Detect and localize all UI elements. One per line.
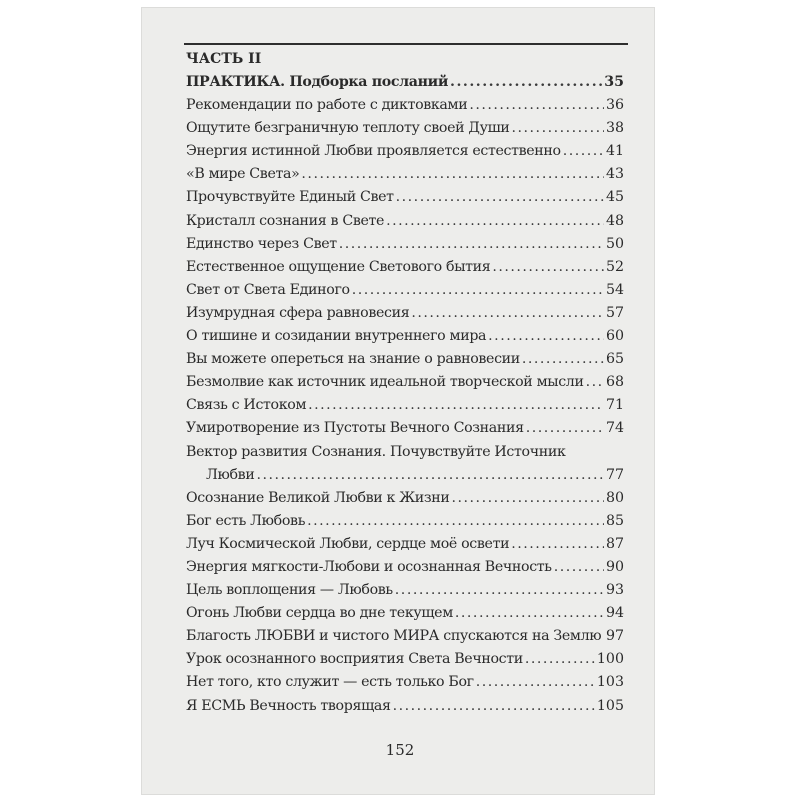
toc-entry-page: 52 — [605, 258, 624, 275]
toc-entry-title: Безмолвие как источник идеальной творческой мысли — [186, 374, 584, 391]
toc-entry — [186, 648, 624, 671]
toc-entry-title: Рекомендации по работе с диктовками — [186, 97, 468, 114]
leader-dots — [411, 302, 604, 325]
toc-entry-title: Единство через Свет — [186, 235, 337, 252]
toc-entry-page: 77 — [605, 466, 624, 483]
toc-entry — [186, 186, 624, 209]
toc-entry-page: 68 — [605, 374, 624, 391]
toc-entry — [186, 71, 624, 94]
toc-entry-title: Вы можете опереться на знание о равновесии — [186, 351, 520, 368]
toc-entry-title: Энергия истинной Любви проявляется естественно — [186, 143, 561, 160]
toc-entry-title: Нет того, кто служит — есть только Бог — [186, 674, 474, 691]
toc-entry-title: Прочувствуйте Единый Свет — [186, 189, 394, 206]
toc-entry-title: Цель воплощения — Любовь — [186, 582, 393, 599]
leader-dots — [603, 625, 604, 648]
toc-entry — [186, 417, 624, 440]
toc-entry — [186, 487, 624, 510]
toc-entry — [186, 302, 624, 325]
toc-entry-page: 48 — [605, 212, 624, 229]
leader-dots — [476, 671, 595, 694]
toc-entry-page: 85 — [605, 512, 624, 529]
toc-entry — [186, 695, 624, 718]
leader-dots — [307, 510, 604, 533]
leader-dots — [395, 579, 604, 602]
toc-entry-page: 38 — [605, 120, 624, 137]
toc-entry — [186, 510, 624, 533]
toc-entry-page: 50 — [605, 235, 624, 252]
toc-entry-title: Я ЕСМЬ Вечность творящая — [186, 697, 391, 714]
leader-dots — [488, 325, 604, 348]
toc-entry-page: 57 — [605, 304, 624, 321]
toc-entry-page: 71 — [605, 397, 624, 414]
toc-entries — [186, 71, 624, 441]
toc-entry-page: 103 — [596, 674, 624, 691]
toc-entry-page: 54 — [605, 281, 624, 298]
toc-entry-page: 60 — [605, 328, 624, 345]
leader-dots — [522, 348, 604, 371]
toc-entry-title: Умиротворение из Пустоты Вечного Сознания — [186, 420, 524, 437]
toc-entry-title: О тишине и созидании внутреннего мира — [186, 328, 487, 345]
toc-entry — [186, 348, 624, 371]
toc-entry-page: 87 — [605, 535, 624, 552]
toc-entry-page: 43 — [605, 166, 624, 183]
toc-entry-page: 93 — [605, 582, 624, 599]
toc-entry — [186, 625, 624, 648]
leader-dots — [525, 648, 595, 671]
part-heading: ЧАСТЬ II — [186, 51, 262, 67]
toc-entry-title: Энергия мягкости-Любови и осознанная Вечность — [186, 558, 552, 575]
leader-dots — [586, 371, 604, 394]
toc-entry — [186, 210, 624, 233]
toc-entries-continued — [186, 487, 624, 718]
leader-dots — [308, 394, 604, 417]
leader-dots — [450, 71, 602, 94]
toc-entry-title: Луч Космической Любви, сердце моё освети — [186, 535, 510, 552]
toc-entry-page: 80 — [605, 489, 624, 506]
toc-entry-title: Ощутите безграничную теплоту своей Души — [186, 120, 510, 137]
table-of-contents — [186, 48, 624, 718]
toc-entry-title: «В мире Света» — [186, 166, 300, 183]
toc-entry — [186, 279, 624, 302]
leader-dots — [563, 140, 604, 163]
toc-entry-page: 65 — [605, 351, 624, 368]
toc-entry-page: 100 — [596, 651, 624, 668]
toc-entry-page: 35 — [604, 74, 624, 90]
leader-dots — [352, 279, 604, 302]
leader-dots — [469, 94, 604, 117]
leader-dots — [256, 464, 604, 487]
leader-dots — [396, 186, 604, 209]
toc-entry-title-line1: Вектор развития Сознания. Почувствуйте Источник — [186, 443, 566, 460]
page-number: 152 — [385, 741, 415, 759]
header-rule — [184, 43, 628, 45]
toc-entry — [186, 671, 624, 694]
toc-entry-wrapped — [186, 441, 624, 487]
toc-entry-page: 97 — [605, 628, 624, 645]
leader-dots — [526, 417, 604, 440]
toc-entry — [186, 163, 624, 186]
leader-dots — [512, 117, 604, 140]
toc-entry-title: Естественное ощущение Светового бытия — [186, 258, 491, 275]
toc-entry-title-line2: Любви — [206, 466, 255, 483]
toc-entry-page: 36 — [605, 97, 624, 114]
toc-entry — [186, 256, 624, 279]
toc-entry — [186, 233, 624, 256]
toc-entry-title: Урок осознанного восприятия Света Вечности — [186, 651, 523, 668]
toc-entry-line2 — [186, 464, 624, 487]
leader-dots — [511, 533, 604, 556]
toc-entry-page: 41 — [605, 143, 624, 160]
leader-dots — [554, 556, 604, 579]
toc-entry-title: Изумрудная сфера равновесия — [186, 304, 410, 321]
leader-dots — [492, 256, 604, 279]
leader-dots — [386, 210, 604, 233]
leader-dots — [393, 695, 595, 718]
toc-entry-title: Осознание Великой Любви к Жизни — [186, 489, 450, 506]
toc-entry-page: 45 — [605, 189, 624, 206]
toc-entry — [186, 94, 624, 117]
toc-entry-title: Кристалл сознания в Свете — [186, 212, 385, 229]
toc-entry-title: Связь с Истоком — [186, 397, 307, 414]
leader-dots — [339, 233, 604, 256]
leader-dots — [301, 163, 604, 186]
toc-entry — [186, 140, 624, 163]
toc-entry-page: 74 — [605, 420, 624, 437]
toc-entry-page: 94 — [605, 605, 624, 622]
toc-entry-page: 90 — [605, 558, 624, 575]
toc-entry-title: Бог есть Любовь — [186, 512, 306, 529]
toc-entry — [186, 394, 624, 417]
toc-entry — [186, 371, 624, 394]
toc-entry — [186, 579, 624, 602]
toc-entry — [186, 602, 624, 625]
toc-entry-title: Благость ЛЮБВИ и чистого МИРА спускаются на Землю — [186, 628, 602, 645]
toc-entry — [186, 556, 624, 579]
leader-dots — [455, 602, 604, 625]
toc-entry-title: Свет от Света Единого — [186, 281, 350, 298]
toc-entry-title: ПРАКТИКА. Подборка посланий — [186, 74, 449, 90]
toc-entry — [186, 325, 624, 348]
toc-entry — [186, 533, 624, 556]
toc-entry-title: Огонь Любви сердца во дне текущем — [186, 605, 453, 622]
toc-entry — [186, 117, 624, 140]
toc-entry-page: 105 — [596, 697, 624, 714]
leader-dots — [452, 487, 604, 510]
